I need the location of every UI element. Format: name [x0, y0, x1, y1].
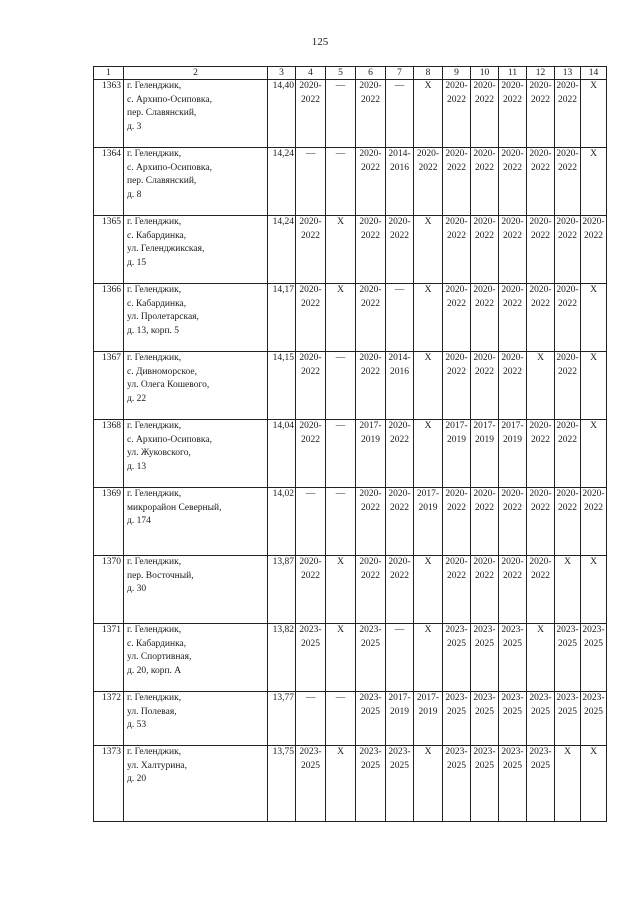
header-cell: 11 — [499, 67, 527, 80]
period-cell: 2023- 2025 — [499, 692, 527, 746]
period-cell: 2020- 2022 — [527, 420, 555, 488]
address-cell — [124, 624, 268, 692]
table-row — [94, 216, 607, 284]
address-line: г. Геленджик, — [127, 489, 182, 499]
header-cell: 5 — [326, 67, 356, 80]
area-cell — [268, 556, 296, 624]
period-cell: 2020- 2022 — [527, 488, 555, 556]
address-line: г. Геленджик, — [127, 421, 182, 431]
record-number-cell — [94, 746, 124, 822]
period-cell: 2020- 2022 — [296, 352, 326, 420]
period-cell: Х — [414, 746, 443, 822]
area-value: 13,77 — [272, 693, 294, 703]
area-value: 13,75 — [272, 747, 294, 757]
period-cell: 2020- 2022 — [386, 488, 414, 556]
register-table — [93, 66, 607, 822]
period-cell: 2020- 2022 — [471, 556, 499, 624]
address-line: д. 30 — [127, 584, 147, 594]
table-row — [94, 80, 607, 148]
period-cell: 2020- 2022 — [443, 488, 471, 556]
address-cell — [124, 420, 268, 488]
address-cell — [124, 352, 268, 420]
period-cell: Х — [581, 420, 607, 488]
period-cell: 2017- 2019 — [356, 420, 386, 488]
period-cell: 2020- 2022 — [356, 556, 386, 624]
address-cell — [124, 488, 268, 556]
period-cell: 2023- 2025 — [356, 692, 386, 746]
record-number: 1363 — [102, 81, 121, 91]
record-number-cell — [94, 216, 124, 284]
address-line: г. Геленджик, — [127, 747, 182, 757]
period-cell: Х — [555, 746, 581, 822]
address-line: г. Геленджик, — [127, 693, 182, 703]
period-cell: Х — [555, 556, 581, 624]
record-number-cell — [94, 352, 124, 420]
period-cell: 2020- 2022 — [443, 216, 471, 284]
period-cell: 2020- 2022 — [296, 556, 326, 624]
period-cell: 2023- 2025 — [471, 692, 499, 746]
period-cell: 2020- 2022 — [356, 352, 386, 420]
period-cell: Х — [414, 216, 443, 284]
period-cell: 2020- 2022 — [527, 556, 555, 624]
address-cell — [124, 746, 268, 822]
period-cell: 2023- 2025 — [527, 746, 555, 822]
period-cell: 2020- 2022 — [356, 284, 386, 352]
period-cell: 2020- 2022 — [414, 148, 443, 216]
header-cell: 13 — [555, 67, 581, 80]
period-cell: 2020- 2022 — [471, 488, 499, 556]
period-cell: 2020- 2022 — [471, 80, 499, 148]
address-line: с. Архипо-Осиповка, — [127, 94, 212, 105]
record-number: 1365 — [102, 217, 121, 227]
period-cell: 2020- 2022 — [499, 488, 527, 556]
address-line: пер. Славянский, — [127, 176, 197, 186]
period-cell: — — [386, 624, 414, 692]
header-row — [94, 67, 607, 80]
period-cell: — — [326, 80, 356, 148]
period-cell: 2023- 2025 — [443, 746, 471, 822]
address-line: д. 15 — [127, 257, 147, 268]
period-cell: 2023- 2025 — [581, 624, 607, 692]
period-cell: 2020- 2022 — [499, 80, 527, 148]
address-line: с. Кабардинка, — [127, 298, 187, 309]
address-line: д. 22 — [127, 393, 147, 404]
period-cell: Х — [326, 284, 356, 352]
address-line: д. 174 — [127, 516, 151, 526]
record-number-cell — [94, 148, 124, 216]
period-cell: 2020- 2022 — [499, 556, 527, 624]
address-cell — [124, 216, 268, 284]
area-value: 14,04 — [272, 421, 294, 431]
header-cell: 4 — [296, 67, 326, 80]
table-row — [94, 746, 607, 822]
period-cell: 2020- 2022 — [471, 352, 499, 420]
record-number-cell — [94, 80, 124, 148]
area-value: 14,24 — [272, 149, 294, 159]
period-cell: Х — [414, 556, 443, 624]
record-number: 1369 — [102, 489, 121, 499]
record-number: 1367 — [102, 353, 121, 363]
period-cell: — — [326, 420, 356, 488]
period-cell: 2020- 2022 — [296, 284, 326, 352]
period-cell: 2023- 2025 — [296, 624, 326, 692]
period-cell: 2020- 2022 — [471, 284, 499, 352]
period-cell: 2020- 2022 — [499, 216, 527, 284]
address-line: д. 53 — [127, 720, 147, 730]
record-number: 1371 — [102, 625, 121, 635]
period-cell: Х — [326, 624, 356, 692]
record-number-cell — [94, 556, 124, 624]
register-body — [94, 80, 607, 822]
period-cell: 2023- 2025 — [471, 624, 499, 692]
address-cell — [124, 692, 268, 746]
period-cell: 2014- 2016 — [386, 148, 414, 216]
period-cell: 2023- 2025 — [443, 624, 471, 692]
header-cell: 2 — [124, 67, 268, 80]
period-cell: 2023- 2025 — [356, 624, 386, 692]
period-cell: 2023- 2025 — [555, 624, 581, 692]
period-cell: Х — [581, 556, 607, 624]
period-cell: 2020- 2022 — [527, 80, 555, 148]
period-cell: 2020- 2022 — [356, 80, 386, 148]
record-number: 1372 — [102, 693, 121, 703]
period-cell: 2020- 2022 — [471, 148, 499, 216]
address-line: микрорайон Северный, — [127, 502, 222, 513]
period-cell: 2020- 2022 — [527, 148, 555, 216]
header-cell: 9 — [443, 67, 471, 80]
header-cell: 6 — [356, 67, 386, 80]
period-cell: 2020- 2022 — [527, 284, 555, 352]
period-cell: 2020- 2022 — [386, 216, 414, 284]
period-cell: — — [326, 148, 356, 216]
table-row — [94, 420, 607, 488]
period-cell: — — [326, 692, 356, 746]
table-row — [94, 148, 607, 216]
area-value: 14,24 — [272, 217, 294, 227]
period-cell: 2020- 2022 — [499, 284, 527, 352]
record-number: 1364 — [102, 149, 121, 159]
period-cell: Х — [414, 420, 443, 488]
period-cell: 2023- 2025 — [296, 746, 326, 822]
period-cell: — — [296, 692, 326, 746]
address-line: д. 3 — [127, 121, 142, 132]
period-cell: — — [296, 488, 326, 556]
period-cell: 2020- 2022 — [356, 148, 386, 216]
header-cell: 12 — [527, 67, 555, 80]
address-line: ул. Спортивная, — [127, 652, 192, 662]
address-line: с. Архипо-Осиповка, — [127, 162, 212, 173]
period-cell: 2023- 2025 — [527, 692, 555, 746]
period-cell: Х — [581, 352, 607, 420]
address-line: д. 13 — [127, 461, 147, 472]
table-row — [94, 284, 607, 352]
area-value: 13,87 — [272, 557, 294, 567]
record-number: 1373 — [102, 747, 121, 757]
period-cell: Х — [414, 284, 443, 352]
area-cell — [268, 488, 296, 556]
period-cell: Х — [414, 80, 443, 148]
address-line: г. Геленджик, — [127, 217, 182, 227]
period-cell: 2020- 2022 — [555, 420, 581, 488]
period-cell: 2020- 2022 — [555, 216, 581, 284]
address-line: с. Дивноморское, — [127, 366, 197, 377]
address-line: ул. Геленджикская, — [127, 244, 205, 254]
area-value: 14,17 — [272, 285, 294, 295]
period-cell: 2023- 2025 — [581, 692, 607, 746]
period-cell: 2020- 2022 — [499, 148, 527, 216]
period-cell: 2014- 2016 — [386, 352, 414, 420]
header-cell: 8 — [414, 67, 443, 80]
table-row — [94, 624, 607, 692]
period-cell: 2020- 2022 — [443, 80, 471, 148]
address-line: с. Кабардинка, — [127, 230, 187, 241]
period-cell: 2023- 2025 — [386, 746, 414, 822]
address-line: д. 20 — [127, 774, 147, 784]
period-cell: — — [386, 284, 414, 352]
period-cell: 2023- 2025 — [555, 692, 581, 746]
period-cell: 2020- 2022 — [386, 420, 414, 488]
header-cell: 10 — [471, 67, 499, 80]
area-value: 14,02 — [272, 489, 294, 499]
address-line: ул. Жуковского, — [127, 448, 191, 458]
record-number-cell — [94, 284, 124, 352]
header-cell: 7 — [386, 67, 414, 80]
period-cell: 2020- 2022 — [443, 148, 471, 216]
period-cell: 2020- 2022 — [296, 216, 326, 284]
period-cell: 2020- 2022 — [443, 284, 471, 352]
period-cell: 2020- 2022 — [555, 148, 581, 216]
period-cell: 2020- 2022 — [443, 352, 471, 420]
period-cell: 2017- 2019 — [414, 692, 443, 746]
address-line: ул. Пролетарская, — [127, 312, 199, 322]
address-line: ул. Халтурина, — [127, 760, 188, 771]
area-value: 14,40 — [272, 81, 294, 91]
address-line: д. 13, корп. 5 — [127, 325, 180, 336]
period-cell: 2020- 2022 — [386, 556, 414, 624]
period-cell: 2020- 2022 — [356, 488, 386, 556]
period-cell: — — [326, 352, 356, 420]
address-line: пер. Славянский, — [127, 108, 197, 118]
period-cell: Х — [414, 352, 443, 420]
period-cell: — — [386, 80, 414, 148]
header-cell: 1 — [94, 67, 124, 80]
address-cell — [124, 148, 268, 216]
table-row — [94, 556, 607, 624]
period-cell: 2017- 2019 — [499, 420, 527, 488]
record-number-cell — [94, 692, 124, 746]
period-cell: Х — [581, 284, 607, 352]
area-cell — [268, 284, 296, 352]
period-cell: 2020- 2022 — [471, 216, 499, 284]
period-cell: 2023- 2025 — [356, 746, 386, 822]
period-cell: Х — [527, 624, 555, 692]
period-cell: 2017- 2019 — [443, 420, 471, 488]
period-cell: 2020- 2022 — [499, 352, 527, 420]
area-cell — [268, 148, 296, 216]
period-cell: 2020- 2022 — [555, 488, 581, 556]
period-cell: Х — [581, 80, 607, 148]
record-number: 1370 — [102, 557, 121, 567]
address-line: ул. Полевая, — [127, 706, 177, 717]
area-cell — [268, 746, 296, 822]
period-cell: 2023- 2025 — [499, 624, 527, 692]
period-cell: — — [296, 148, 326, 216]
address-line: г. Геленджик, — [127, 149, 182, 159]
address-line: г. Геленджик, — [127, 353, 182, 363]
address-cell — [124, 284, 268, 352]
area-cell — [268, 624, 296, 692]
page-number: 125 — [311, 36, 329, 48]
address-cell — [124, 556, 268, 624]
area-cell — [268, 352, 296, 420]
period-cell: 2020- 2022 — [443, 556, 471, 624]
period-cell: 2020- 2022 — [581, 488, 607, 556]
period-cell: Х — [326, 746, 356, 822]
period-cell: Х — [581, 746, 607, 822]
period-cell: 2017- 2019 — [386, 692, 414, 746]
area-cell — [268, 420, 296, 488]
area-cell — [268, 692, 296, 746]
period-cell: 2020- 2022 — [555, 352, 581, 420]
address-line: г. Геленджик, — [127, 81, 182, 91]
record-number: 1368 — [102, 421, 121, 431]
address-line: г. Геленджик, — [127, 625, 182, 635]
period-cell: Х — [581, 148, 607, 216]
header-cell: 14 — [581, 67, 607, 80]
period-cell: 2017- 2019 — [414, 488, 443, 556]
period-cell: 2023- 2025 — [499, 746, 527, 822]
period-cell: 2023- 2025 — [443, 692, 471, 746]
address-line: пер. Восточный, — [127, 570, 194, 581]
address-line: д. 8 — [127, 189, 142, 200]
period-cell: 2020- 2022 — [356, 216, 386, 284]
period-cell: — — [326, 488, 356, 556]
record-number-cell — [94, 420, 124, 488]
record-number-cell — [94, 624, 124, 692]
address-line: ул. Олега Кошевого, — [127, 380, 210, 390]
address-cell — [124, 80, 268, 148]
period-cell: 2020- 2022 — [527, 216, 555, 284]
area-cell — [268, 80, 296, 148]
period-cell: 2020- 2022 — [555, 80, 581, 148]
record-number: 1366 — [102, 285, 121, 295]
table-row — [94, 352, 607, 420]
address-line: г. Геленджик, — [127, 557, 182, 567]
period-cell: Х — [326, 216, 356, 284]
table-row — [94, 692, 607, 746]
period-cell: 2020- 2022 — [296, 80, 326, 148]
period-cell: 2023- 2025 — [471, 746, 499, 822]
address-line: с. Кабардинка, — [127, 638, 187, 649]
area-value: 14,15 — [272, 353, 294, 363]
period-cell: Х — [414, 624, 443, 692]
table-row — [94, 488, 607, 556]
address-line: г. Геленджик, — [127, 285, 182, 295]
period-cell: 2017- 2019 — [471, 420, 499, 488]
period-cell: 2020- 2022 — [555, 284, 581, 352]
area-value: 13,82 — [272, 625, 294, 635]
address-line: с. Архипо-Осиповка, — [127, 434, 212, 445]
header-cell: 3 — [268, 67, 296, 80]
period-cell: 2020- 2022 — [296, 420, 326, 488]
area-cell — [268, 216, 296, 284]
address-line: д. 20, корп. А — [127, 665, 182, 676]
period-cell: Х — [326, 556, 356, 624]
record-number-cell — [94, 488, 124, 556]
period-cell: 2020- 2022 — [581, 216, 607, 284]
period-cell: Х — [527, 352, 555, 420]
